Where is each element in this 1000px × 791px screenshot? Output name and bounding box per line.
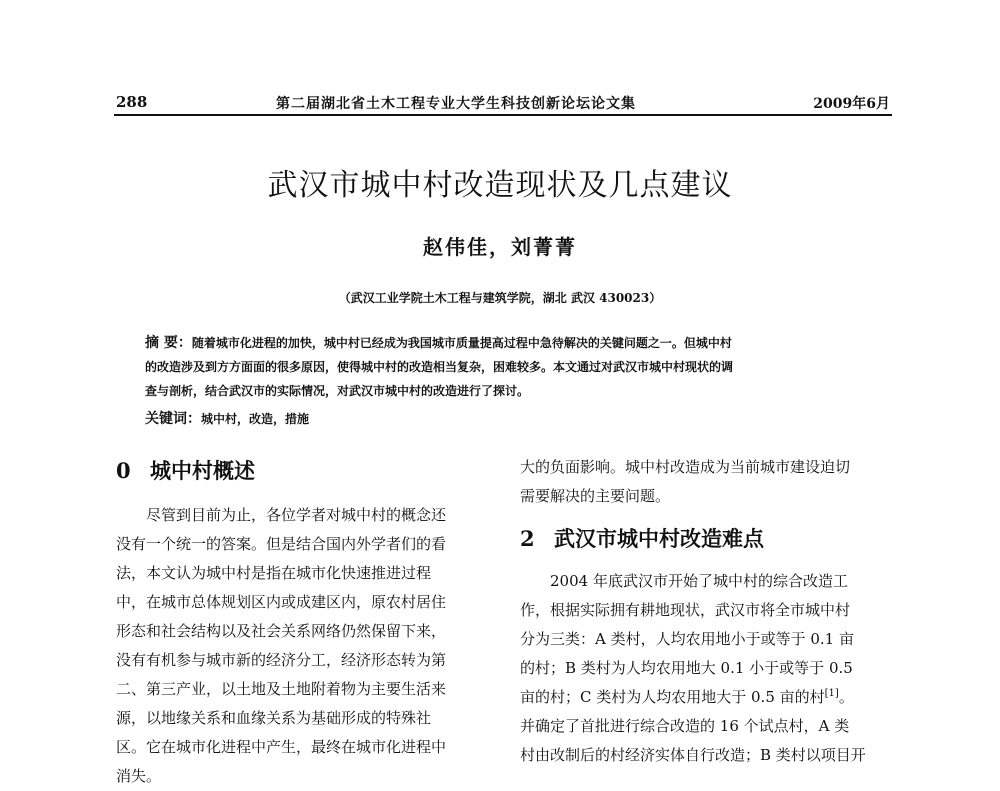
section-heading-0: [116, 453, 488, 489]
abstract-line-1: 随着城市化进程的加快，城中村已经成为我国城市质量提高过程中急待解决的关键问题之一。但城中村: [191, 336, 732, 350]
journal-title: 第二届湖北省土木工程专业大学生科技创新论坛论文集: [276, 96, 636, 112]
page-number: 288: [116, 93, 148, 111]
body-line: 的村；B 类村为人均农用地大 0.1 小于或等于 0.5: [520, 659, 853, 677]
abstract-line-3: 查与剖析，结合武汉市的实际情况，对武汉市城中村的改造进行了探讨。: [145, 384, 530, 398]
body-line: 二、第三产业，以土地及土地附着物为主要生活来: [116, 680, 447, 698]
left-column: [116, 453, 488, 791]
section-heading-2: [520, 521, 892, 557]
body-line: 作，根据实际拥有耕地现状，武汉市将全市城中村: [520, 601, 851, 619]
body-line: 村由改制后的村经济实体自行改造；B 类村以项目开: [520, 746, 866, 764]
body-line: 分为三类：A 类村，人均农用地小于或等于 0.1 亩: [520, 630, 854, 648]
body-line: 形态和社会结构以及社会关系网络仍然保留下来，: [116, 622, 447, 640]
body-line-text: 亩的村；C 类村为人均农用地大于 0.5 亩的村: [520, 688, 825, 706]
paper-title: 武汉市城中村改造现状及几点建议: [267, 168, 733, 203]
right-column: [520, 453, 892, 770]
body-line: 源，以地缘关系和血缘关系为基础形成的特殊社: [116, 709, 432, 727]
body-line: 并确定了首批进行综合改造的 16 个试点村，A 类: [520, 717, 850, 735]
body-line: 区。它在城市化进程中产生，最终在城市化进程中: [116, 738, 447, 756]
section-title: 城中村概述: [150, 458, 255, 483]
body-line-punct: 。: [838, 688, 854, 706]
body-line-with-citation: [520, 683, 892, 712]
body-line: 尽管到目前为止，各位学者对城中村的概念还: [146, 506, 447, 524]
keywords: [145, 408, 857, 430]
body-line: 需要解决的主要问题。: [520, 487, 671, 505]
body-line: 2004 年底武汉市开始了城中村的综合改造工: [550, 572, 848, 590]
paper-authors: 赵伟佳，刘菁菁: [423, 235, 577, 259]
abstract: [145, 331, 857, 403]
abstract-label: 摘 要：: [145, 335, 192, 351]
body-line: 中，在城市总体规划区内或成建区内，原农村居住: [116, 593, 447, 611]
section-number: 0: [116, 458, 131, 483]
running-header: [116, 93, 890, 115]
abstract-line-2: 的改造涉及到方方面面的很多原因，使得城中村的改造相当复杂，困难较多。本文通过对武汉市城中村现状的调: [145, 360, 734, 374]
keywords-text: 城中村，改造，措施: [201, 412, 310, 426]
body-line: 法，本文认为城中村是指在城市化快速推进过程: [116, 564, 432, 582]
body-line: 大的负面影响。城中村改造成为当前城市建设迫切: [520, 458, 851, 476]
keywords-label: 关键词：: [145, 411, 201, 427]
section-title: 武汉市城中村改造难点: [554, 526, 764, 551]
section-number: 2: [520, 526, 535, 551]
author-affiliation: （武汉工业学院土木工程与建筑学院，湖北 武汉 430023）: [338, 291, 662, 305]
body-line: 消失。: [116, 767, 162, 785]
body-line: 没有有机参与城市新的经济分工，经济形态转为第: [116, 651, 447, 669]
publication-date: 2009年6月: [813, 96, 890, 112]
header-rule: [114, 114, 892, 116]
citation-ref[interactable]: [1]: [824, 688, 839, 699]
body-line: 没有一个统一的答案。但是结合国内外学者们的看: [116, 535, 447, 553]
